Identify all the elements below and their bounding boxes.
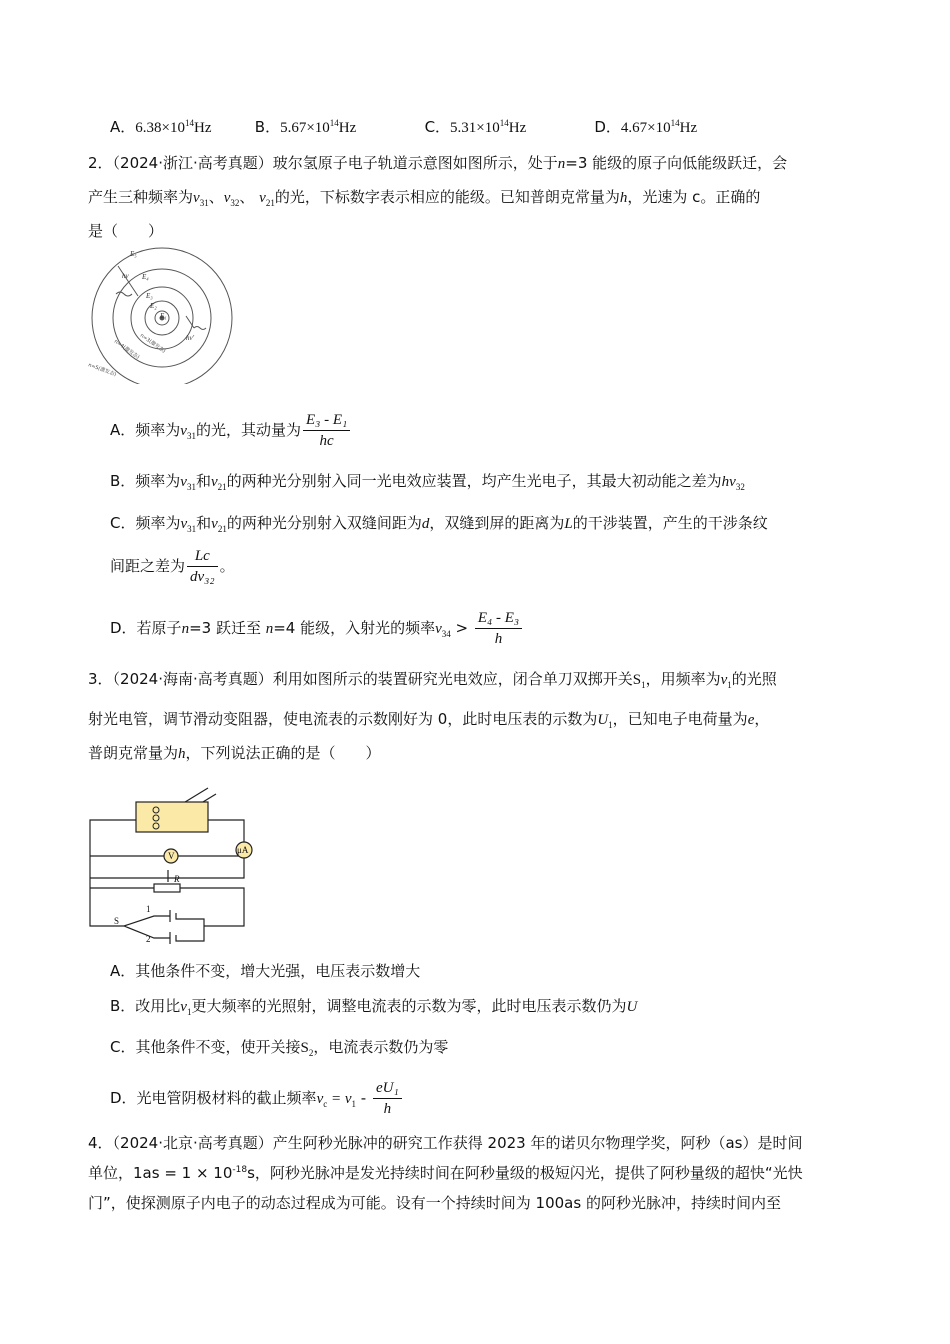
q2-stem-line3: 是（ ） xyxy=(88,222,164,240)
q2-option-a[interactable]: A．频率为$\nu_{31}$的光，其动量为 $\frac{\text{E₃ - E₁}}{hc}$ xyxy=(110,410,352,451)
q3-option-d[interactable]: D．光电管阴极材料的截止频率$\nu_c = \nu_1$ - $\frac{\text{eU₁}}{h}$ xyxy=(110,1078,404,1119)
q4-stem-line3: 门”，使探测原子内电子的动态过程成为可能。设有一个持续时间为 100as 的阿秒光脉冲，持续时间内至 xyxy=(88,1194,781,1212)
q1-option-a[interactable]: A．$6.38\times 10^{14}Hz$ xyxy=(110,118,212,136)
rheostat xyxy=(154,884,180,892)
ammeter-label: μA xyxy=(237,845,249,855)
switch-label: S xyxy=(114,916,120,926)
rheostat-label: R xyxy=(174,874,180,884)
switch-pos-2: 2 xyxy=(146,934,151,944)
voltmeter-label: V xyxy=(168,851,175,861)
label-e5: E₅ xyxy=(130,250,137,258)
q2-option-c-line1[interactable]: C．频率为$\nu_{31}$和$\nu_{21}$的两种光分别射入双缝间距为d，双缝到屏的距离为L的干涉装置，产生的干涉条纹 xyxy=(110,514,768,534)
label-e1: E₁ xyxy=(160,312,167,320)
photon-wave-hv2 xyxy=(194,327,206,330)
q3-stem-line3: 普朗克常量为h，下列说法正确的是（ ） xyxy=(88,744,381,762)
q3-option-c[interactable]: C．其他条件不变，使开关接$S_2$，电流表示数仍为零 xyxy=(110,1038,449,1058)
q1-option-d[interactable]: D．$4.67\times 10^{14}Hz$ xyxy=(594,118,698,136)
q1-option-b[interactable]: B．$5.67\times 10^{14}Hz$ xyxy=(254,118,357,136)
fringe-fraction: $\frac{Lc}{\text{dν₃₂}}$ xyxy=(187,546,218,587)
q4-stem-line2: 单位，$1as = 1 \times 10^{-18}s$，阿秒光脉冲是发光持续时间在阿秒量级的极短闪光，提供了阿秒量级的超快“光快 xyxy=(88,1164,803,1182)
label-n3: n=3(激发态) xyxy=(138,332,167,355)
label-hv2: hν' xyxy=(186,334,195,342)
q4-stem-line1: 4．（2024·北京·高考真题）产生阿秒光脉冲的研究工作获得 2023 年的诺贝尔物理学奖，阿秒（as）是时间 xyxy=(88,1134,803,1152)
label-e3: E₃ xyxy=(146,292,153,300)
q2-option-c-line2[interactable]: 间距之差为 $\frac{Lc}{\text{dν₃₂}}$ 。 xyxy=(110,548,235,585)
photoelectric-circuit-diagram xyxy=(84,770,264,950)
switch-wire xyxy=(124,910,204,944)
q3-option-a[interactable]: A．其他条件不变，增大光强，电压表示数增大 xyxy=(110,962,421,980)
q3-option-b[interactable]: B．改用比$\nu_1$更大频率的光照射，调整电流表的示数为零，此时电压表示数仍为U xyxy=(110,997,638,1017)
frequency-fraction: $\frac{\text{E₄ - E₃}}{h}$ xyxy=(475,608,522,649)
q2-option-b[interactable]: B．频率为$\nu_{31}$和$\nu_{21}$的两种光分别射入同一光电效应装置，均产生光电子，其最大初动能之差为$h\nu_{32}$ xyxy=(110,472,745,492)
switch-pos-1: 1 xyxy=(146,904,151,914)
wire-top-right xyxy=(208,820,244,844)
q2-stem-line2: 产生三种频率为$\nu_{31}$、$\nu_{32}$、 $\nu_{21}$的光，下标数字表示相应的能级。已知普朗克常量为h，光速为 c。正确的 xyxy=(88,188,761,208)
label-hv: hν xyxy=(122,272,129,280)
momentum-fraction: $\frac{\text{E₃ - E₁}}{hc}$ xyxy=(303,410,350,451)
label-e2: E₂ xyxy=(150,302,157,310)
phototube xyxy=(136,802,208,832)
label-n5: n=5(激发态) xyxy=(87,362,118,378)
label-n4: n=4(激发态) xyxy=(112,338,141,361)
q2-option-d[interactable]: D．若原子n=3 跃迁至 n=4 能级，入射光的频率$\nu_{34}$ > $\frac{\text{E₄ - E₃}}{h}$ xyxy=(110,608,524,649)
q2-stem-line1: 2．（2024·浙江·高考真题）玻尔氢原子电子轨道示意图如图所示，处于n=3 能级的原子向低能级跃迁，会 xyxy=(88,154,788,172)
q3-stem-line2: 射光电管，调节滑动变阻器，使电流表的示数刚好为 0，此时电压表的示数为$U_1$，已知电子电荷量为e， xyxy=(88,710,770,730)
label-e4: E₄ xyxy=(142,273,149,281)
bohr-orbit-diagram xyxy=(86,244,246,384)
q1-options-row xyxy=(110,116,697,139)
q3-stem-line1: 3．（2024·海南·高考真题）利用如图所示的装置研究光电效应，闭合单刀双掷开关$S_1$，用频率为$\nu_1$的光照 xyxy=(88,670,777,690)
cutoff-fraction: $\frac{\text{eU₁}}{h}$ xyxy=(373,1078,402,1119)
q1-option-c[interactable]: C．$5.31\times 10^{14}Hz$ xyxy=(424,118,527,136)
